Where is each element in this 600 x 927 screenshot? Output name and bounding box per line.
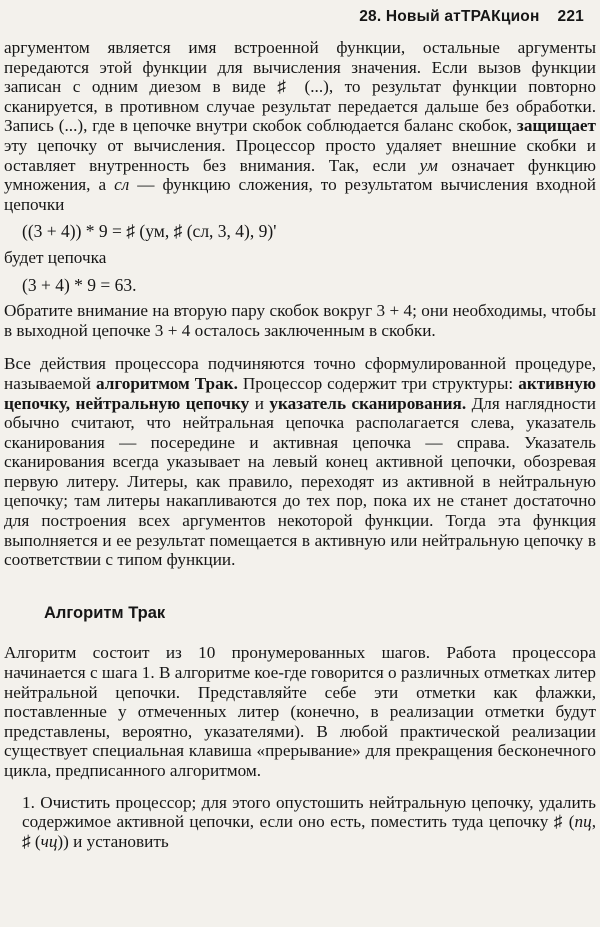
page-body [4,38,596,851]
section-heading: Алгоритм Трак [44,603,166,622]
formula-2: (3 + 4) * 9 = 63. [22,274,137,295]
bold-term-algorithm: алгоритмом Трак. [95,373,238,393]
algorithm-step-1: 1. Очистить процессор; для этого опустошить нейтральную цепочку, удалить содержимое активной цепочки, если оно есть, поместить туда цепочку ♯ (пц, ♯ (чц)) и установить [22,792,596,851]
italic-um: ум [419,155,438,175]
paragraph-4: Все действия процессора подчиняются точно сформулированной процедуре, называемой алгоритмом Трак. Процессор содержит три структуры: активную цепочку, нейтральную цепочку и указатель сканирования. Для наглядности обычно считают, что нейтральная цепочка располагается слева, указатель сканирования — посередине и активная цепочка — справа. Указатель сканирования всегда указывает на левый конец активной цепочки, обозревая первую литеру. Литеры, как правило, переходят из активной в нейтральную цепочку; там литеры накапливаются до тех пор, пока их не станет достаточно для построения всех аргументов некоторой функции. Тогда эта функция выполняется и ее результат помещается в активную или нейтральную цепочку в соответствии с типом функции. [4,354,597,570]
bold-term-pointer: указатель сканирования. [269,393,467,413]
paragraph-3: Обратите внимание на вторую пару скобок вокруг 3 + 4; они необходимы, чтобы в выходной цепочке 3 + 4 осталось заключенным в скобки. [4,301,596,340]
chapter-title: 28. Новый атТРАКцион [359,8,540,25]
page-number: 221 [557,8,584,25]
bold-term-protects: защищает [516,116,596,136]
paragraph-2: будет цепочка [4,247,107,267]
running-header [359,8,584,26]
formula-1: ((3 + 4)) * 9 = ♯ (ум, ♯ (сл, 3, 4), 9)' [22,221,277,242]
italic-sl: сл [114,175,130,195]
paragraph-5: Алгоритм состоит из 10 пронумерованных шагов. Работа процессора начинается с шага 1. В алгоритме кое-где говорится о различных отметках литер нейтральной цепочки. Представляйте себе эти отметки как флажки, поставленные у отмеченных литер (конечно, в реализации отметки будут представлены, вероятно, указателями). В любой практической реализации существует специальная клавиша «прерывание» для прекращения бесконечного цикла, предписанного алгоритмом. [4,643,596,780]
bold-term-chains: активную цепочку, нейтральную цепочку [4,373,596,413]
paragraph-1: аргументом является имя встроенной функции, остальные аргументы передаются этой функции для вычисления значения. Если вызов функции записан с одним диезом в виде ♯ (...), то результат функции повторно сканируется, в противном случае результат передается дальше без обработки. Запись (...), где в цепочке внутри скобок соблюдается баланс скобок, защищает эту цепочку от вычисления. Процессор просто удаляет внешние скобки и оставляет внутренность без внимания. Так, если ум означает функцию умножения, а сл — функцию сложения, то результатом вычисления входной цепочки [4,38,596,214]
